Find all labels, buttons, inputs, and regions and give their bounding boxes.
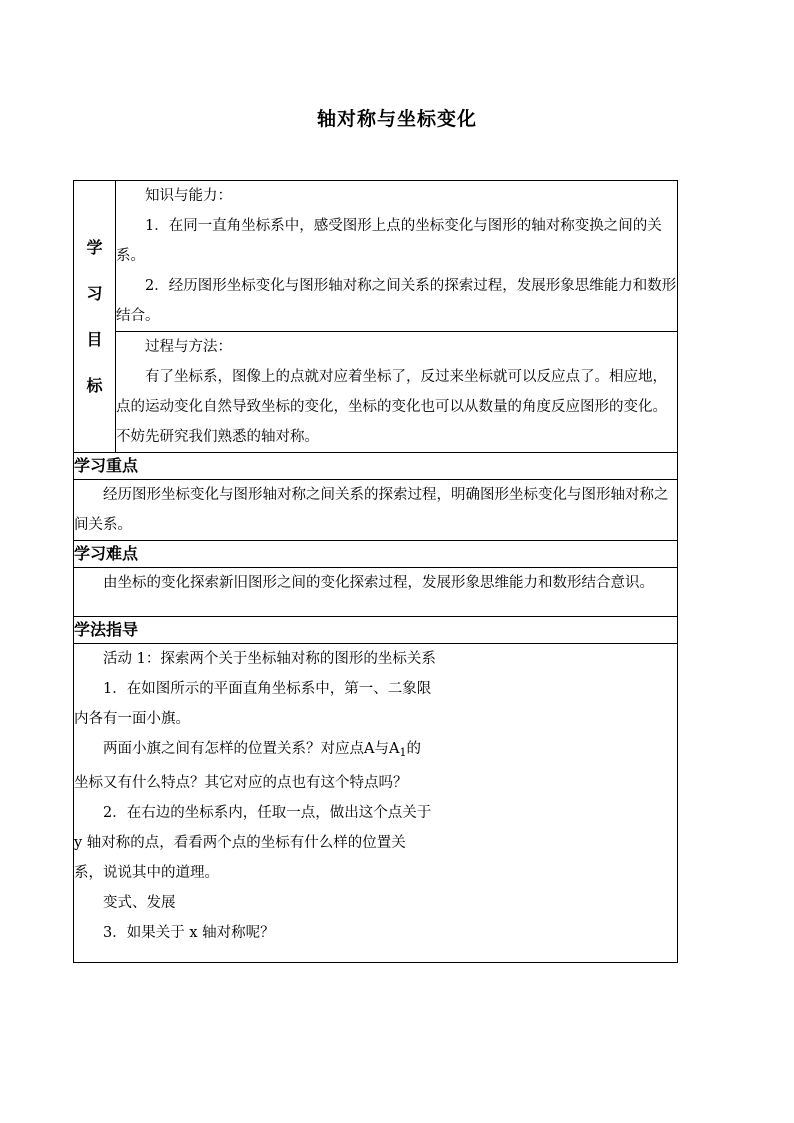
subscript-1: 1	[399, 746, 407, 759]
method-heading: 学法指导	[74, 617, 678, 644]
method-cell	[74, 644, 678, 963]
question-1: 1．在如图所示的平面直角坐标系中，第一、二象限内各有一面小旗。	[74, 681, 432, 727]
difficulties-text: 由坐标的变化探索新旧图形之间的变化探索过程，发展形象思维能力和数形结合意识。	[103, 575, 654, 591]
question-3: 3．如果关于 x 轴对称呢？	[103, 925, 275, 941]
difficulties-cell	[74, 568, 678, 617]
key-points-heading-row	[74, 453, 678, 480]
key-points-text: 经历图形坐标变化与图形轴对称之间关系的探索过程，明确图形坐标变化与图形轴对称之间关系。	[74, 487, 669, 533]
process-cell	[116, 332, 678, 453]
lesson-table	[73, 180, 678, 963]
method-row	[74, 644, 678, 963]
key-points-cell	[74, 480, 678, 541]
objectives-label-char: 习	[86, 283, 103, 303]
method-heading-row	[74, 617, 678, 644]
knowledge-item-1: 1．在同一直角坐标系中，感受图形上点的坐标变化与图形的轴对称变换之间的关系。	[116, 218, 662, 264]
question-1b	[74, 734, 434, 798]
objectives-label-char: 学	[86, 237, 103, 257]
objectives-row-knowledge	[74, 181, 678, 332]
objectives-row-process	[74, 332, 678, 453]
questions-column	[74, 674, 434, 948]
question-2: 2．在右边的坐标系内，任取一点，做出这个点关于 y 轴对称的点，看看两个点的坐标有什么样的位置关系，说说其中的道理。	[74, 805, 432, 881]
process-heading: 过程与方法：	[145, 339, 232, 355]
page-title: 轴对称与坐标变化	[316, 108, 477, 130]
key-points-heading: 学习重点	[74, 453, 678, 480]
knowledge-item-2: 2．经历图形坐标变化与图形轴对称之间关系的探索过程，发展形象思维能力和数形结合。	[116, 278, 677, 324]
variation-label: 变式、发展	[103, 895, 176, 911]
process-text: 有了坐标系，图像上的点就对应着坐标了，反过来坐标就可以反应点了。相应地，点的运动变化自然导致坐标的变化，坐标的变化也可以从数量的角度反应图形的变化。不妨先研究我们熟悉的轴对称。	[116, 369, 667, 445]
difficulties-heading: 学习难点	[74, 541, 678, 568]
key-points-row	[74, 480, 678, 541]
difficulties-heading-row	[74, 541, 678, 568]
activity-title: 活动 1：探索两个关于坐标轴对称的图形的坐标关系	[103, 651, 436, 667]
objectives-label-char: 标	[86, 375, 103, 395]
difficulties-row	[74, 568, 678, 617]
question-1b-after: 的坐标又有什么特点？其它对应的点也有这个特点吗？	[74, 741, 421, 791]
knowledge-heading: 知识与能力：	[145, 188, 232, 204]
objectives-label	[74, 181, 116, 453]
objectives-label-char: 目	[86, 329, 103, 349]
knowledge-cell	[116, 181, 678, 332]
question-1b-before: 两面小旗之间有怎样的位置关系？对应点A与A	[103, 741, 400, 757]
